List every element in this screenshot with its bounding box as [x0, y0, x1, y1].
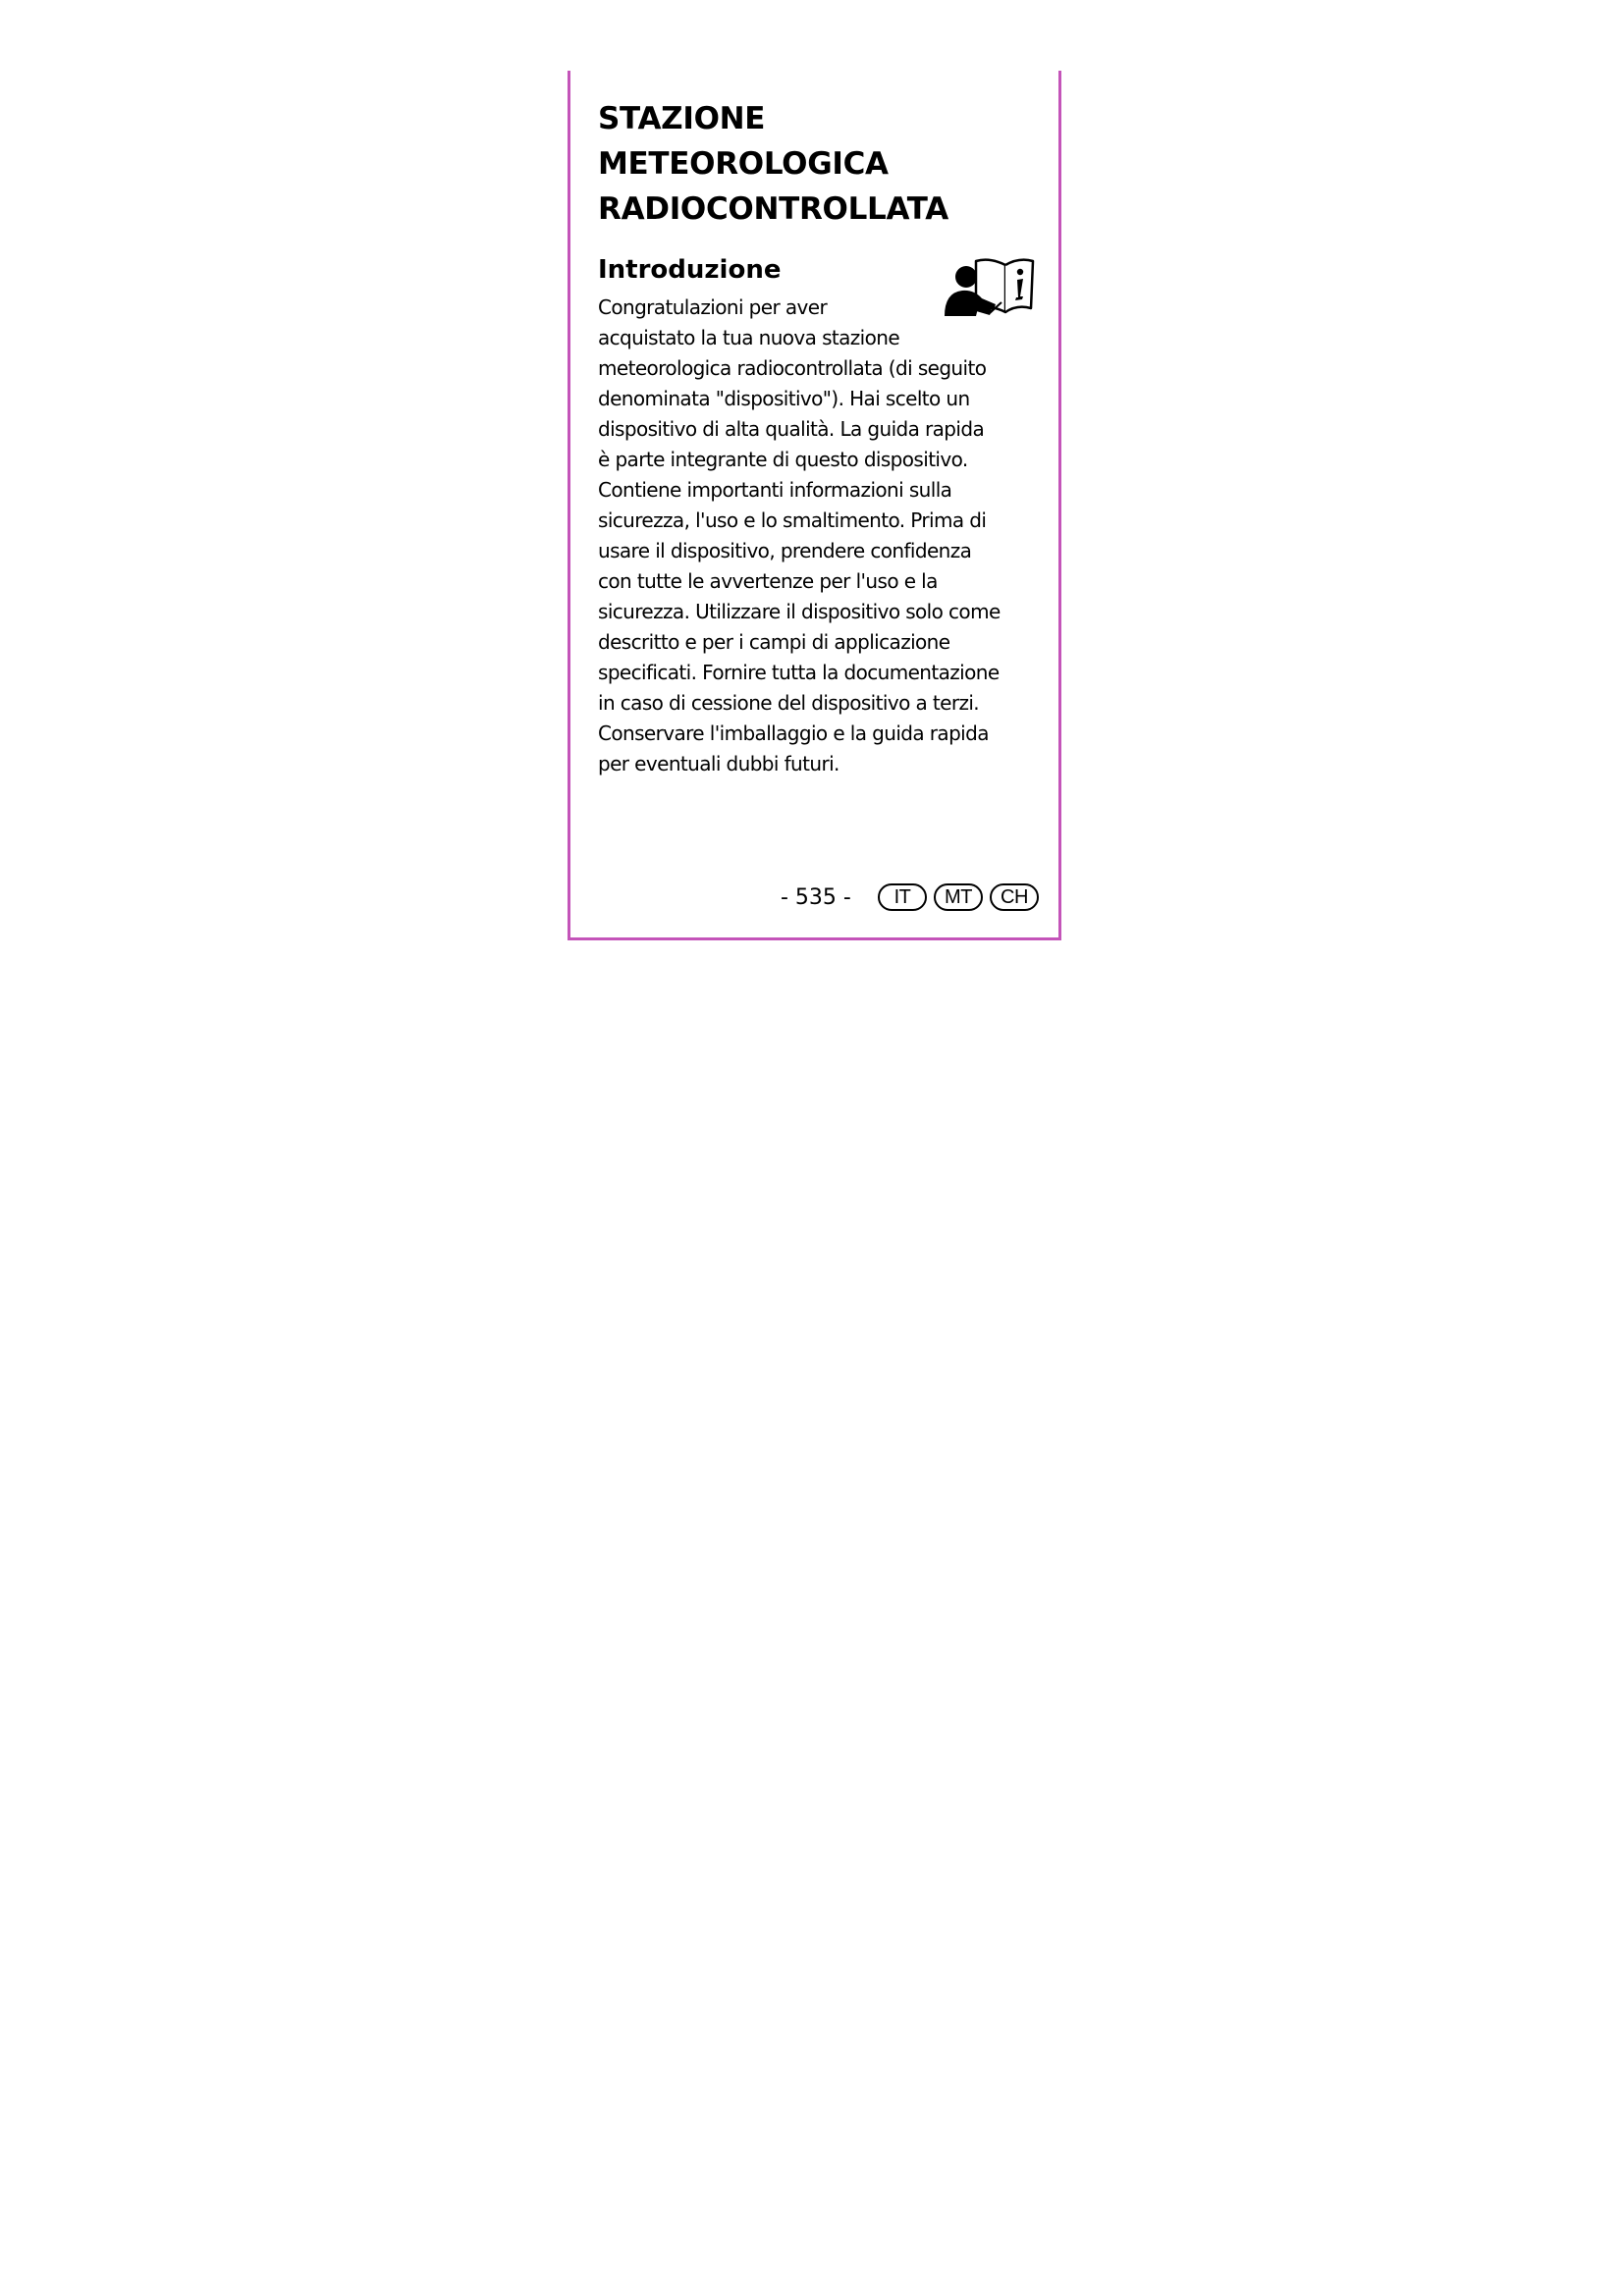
- title-line-1: STAZIONE: [598, 101, 766, 136]
- body-line: usare il dispositivo, prendere confidenza: [598, 539, 972, 562]
- page-number: - 535 -: [781, 885, 851, 910]
- page-footer: [570, 880, 1058, 919]
- body-line: con tutte le avvertenze per l'uso e la: [598, 569, 938, 593]
- body-line: è parte integrante di questo dispositivo.: [598, 448, 968, 471]
- body-line: acquistato la tua nuova stazione: [598, 326, 900, 349]
- country-badge-ch: CH: [990, 883, 1039, 911]
- body-line: per eventuali dubbi futuri.: [598, 752, 839, 775]
- introduction-paragraph: [598, 293, 1059, 779]
- body-line: meteorologica radiocontrollata (di seguito: [598, 356, 987, 380]
- body-line: descritto e per i campi di applicazione: [598, 630, 950, 654]
- body-line: specificati. Fornire tutta la documentazione: [598, 661, 1000, 684]
- country-badge-it: IT: [878, 883, 927, 911]
- body-line: in caso di cessione del dispositivo a terzi.: [598, 691, 980, 715]
- body-line: Conservare l'imballaggio e la guida rapida: [598, 721, 989, 745]
- manual-page-panel: [568, 71, 1061, 940]
- title-line-3: RADIOCONTROLLATA: [598, 191, 948, 227]
- body-line: Congratulazioni per aver: [598, 295, 828, 319]
- body-line: dispositivo di alta qualità. La guida rapida: [598, 417, 985, 441]
- body-line: denominata "dispositivo"). Hai scelto un: [598, 387, 970, 410]
- body-line: Contiene importanti informazioni sulla: [598, 478, 952, 502]
- page-title: [598, 96, 948, 232]
- section-heading-introduzione: Introduzione: [598, 255, 782, 285]
- body-line: sicurezza, l'uso e lo smaltimento. Prima di: [598, 508, 987, 532]
- title-line-2: METEOROLOGICA: [598, 146, 889, 182]
- country-badge-mt: MT: [934, 883, 983, 911]
- body-line: sicurezza. Utilizzare il dispositivo solo come: [598, 600, 1001, 623]
